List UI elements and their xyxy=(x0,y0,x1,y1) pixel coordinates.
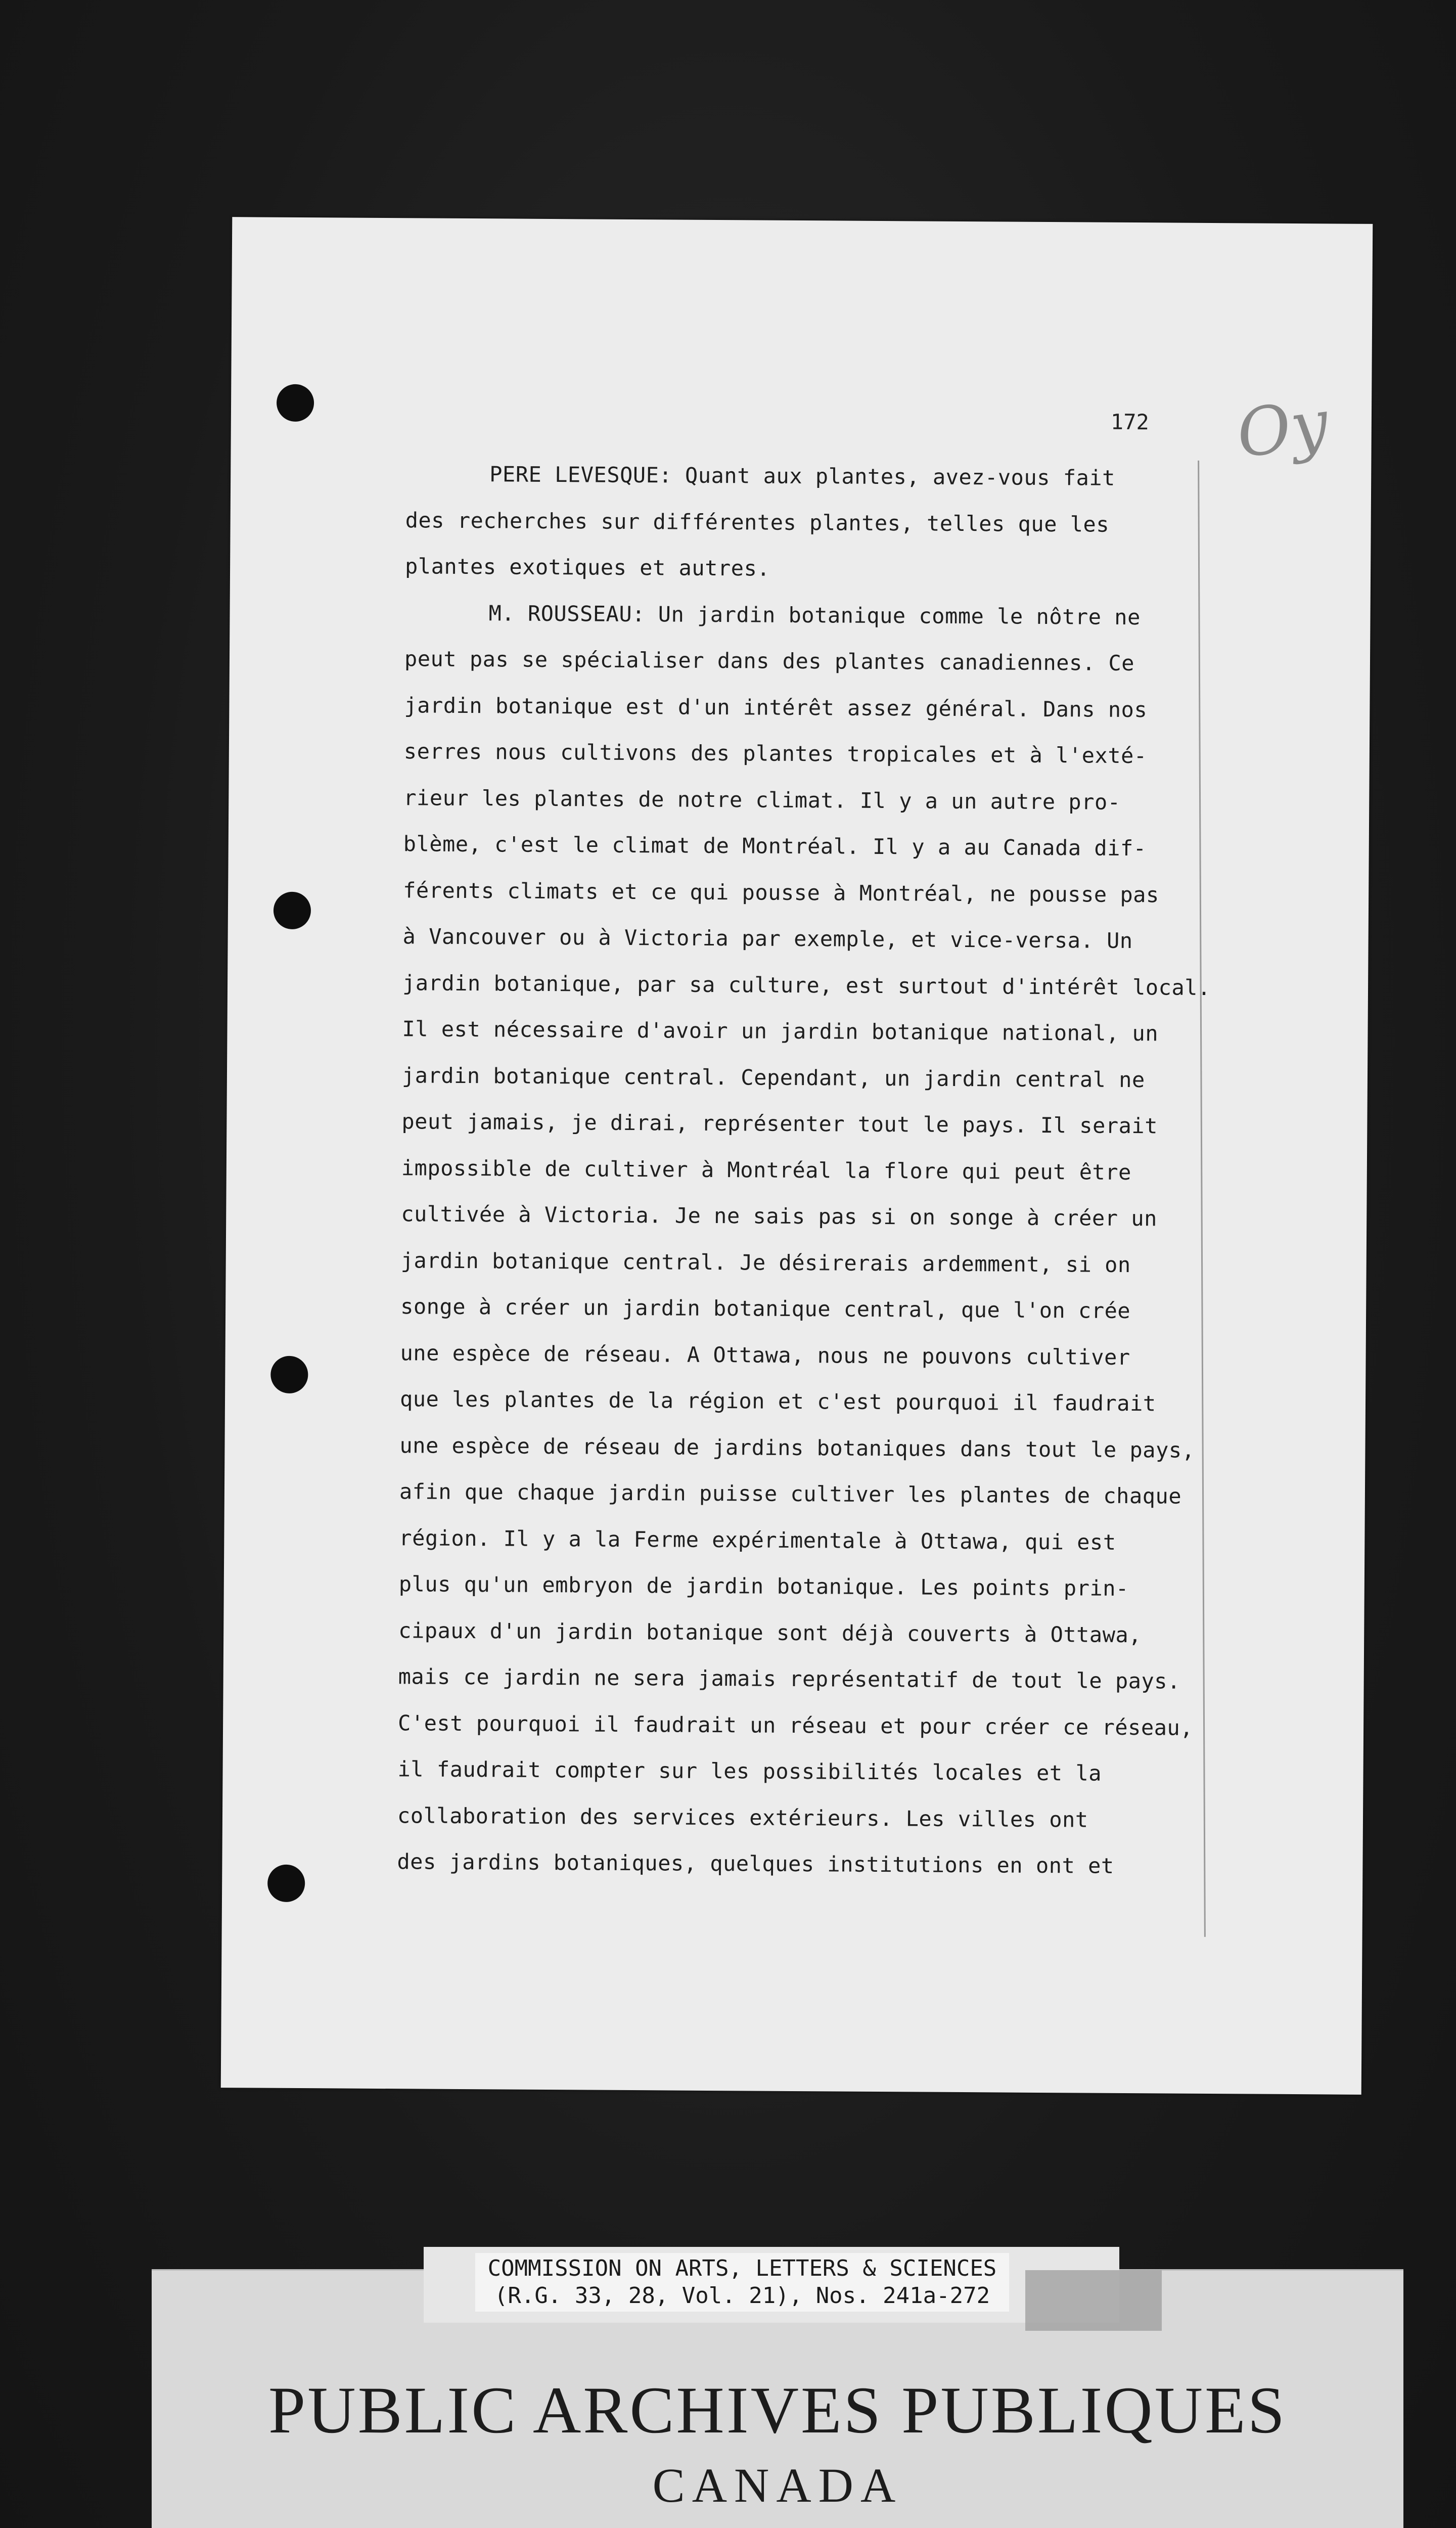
punch-hole xyxy=(267,1865,305,1902)
tape-mark xyxy=(1025,2270,1162,2331)
text-line: songe à créer un jardin botanique central, que l'on crée xyxy=(400,1294,1131,1324)
text-line: cultivée à Victoria. Je ne sais pas si on songe à créer un xyxy=(401,1201,1158,1231)
punch-hole xyxy=(274,892,311,929)
text-line: peut pas se spécialiser dans des plantes canadiennes. Ce xyxy=(404,646,1135,676)
text-line: M. ROUSSEAU: Un jardin botanique comme le nôtre ne xyxy=(488,600,1141,629)
text-line: il faudrait compter sur les possibilités locales et la xyxy=(397,1756,1102,1786)
text-line: serres nous cultivons des plantes tropicales et à l'exté- xyxy=(403,739,1147,769)
text-line: rieur les plantes de notre climat. Il y a un autre pro- xyxy=(403,785,1121,815)
text-line: jardin botanique, par sa culture, est surtout d'intérêt local. xyxy=(402,970,1211,1000)
text-line: impossible de cultiver à Montréal la flore qui peut être xyxy=(401,1155,1131,1185)
text-line: plantes exotiques et autres. xyxy=(404,554,770,581)
archive-reference-label xyxy=(475,2253,1009,2312)
margin-pencil-note: Oy xyxy=(1232,384,1333,473)
text-line: C'est pourquoi il faudrait un réseau et pour créer ce réseau, xyxy=(397,1710,1194,1740)
document-body xyxy=(397,450,1300,1890)
text-line: collaboration des services extérieurs. Les villes ont xyxy=(397,1802,1088,1832)
punch-hole xyxy=(277,384,314,422)
text-line: PERE LEVESQUE: Quant aux plantes, avez-vous fait xyxy=(489,462,1116,490)
text-line: une espèce de réseau. A Ottawa, nous ne pouvons cultiver xyxy=(400,1340,1130,1370)
text-line: jardin botanique central. Cependant, un jardin central ne xyxy=(401,1062,1145,1092)
text-line: mais ce jardin ne sera jamais représentatif de tout le pays. xyxy=(398,1664,1180,1694)
archive-label-line-2: (R.G. 33, 28, Vol. 21), Nos. 241a-272 xyxy=(494,2283,990,2309)
archive-label-line-1: COMMISSION ON ARTS, LETTERS & SCIENCES xyxy=(487,2255,997,2281)
text-line: que les plantes de la région et c'est pourquoi il faudrait xyxy=(399,1386,1156,1416)
text-line: cipaux d'un jardin botanique sont déjà couverts à Ottawa, xyxy=(398,1617,1142,1647)
page-number: 172 xyxy=(1110,409,1149,435)
archives-title: PUBLIC ARCHIVES PUBLIQUES xyxy=(268,2373,1287,2447)
text-line: des jardins botaniques, quelques institutions en ont et xyxy=(397,1849,1114,1878)
text-line: région. Il y a la Ferme expérimentale à Ottawa, qui est xyxy=(399,1525,1116,1555)
text-line: des recherches sur différentes plantes, telles que les xyxy=(405,507,1110,537)
text-line: Il est nécessaire d'avoir un jardin botanique national, un xyxy=(402,1016,1159,1046)
text-line: afin que chaque jardin puisse cultiver les plantes de chaque xyxy=(399,1479,1182,1509)
typed-document-page xyxy=(221,217,1373,2095)
text-line: jardin botanique est d'un intérêt assez général. Dans nos xyxy=(404,692,1148,722)
archives-subtitle: CANADA xyxy=(652,2458,903,2512)
text-line: plus qu'un embryon de jardin botanique. Les points prin- xyxy=(398,1571,1129,1601)
text-line: férents climats et ce qui pousse à Montréal, ne pousse pas xyxy=(403,877,1159,907)
text-line: peut jamais, je dirai, représenter tout le pays. Il serait xyxy=(401,1109,1158,1139)
text-line: une espèce de réseau de jardins botaniques dans tout le pays, xyxy=(399,1432,1195,1463)
text-line: jardin botanique central. Je désirerais ardemment, si on xyxy=(400,1247,1131,1277)
text-line: à Vancouver ou à Victoria par exemple, et vice-versa. Un xyxy=(402,924,1133,954)
punch-hole xyxy=(270,1356,308,1393)
text-line: blème, c'est le climat de Montréal. Il y a au Canada dif- xyxy=(403,831,1147,861)
